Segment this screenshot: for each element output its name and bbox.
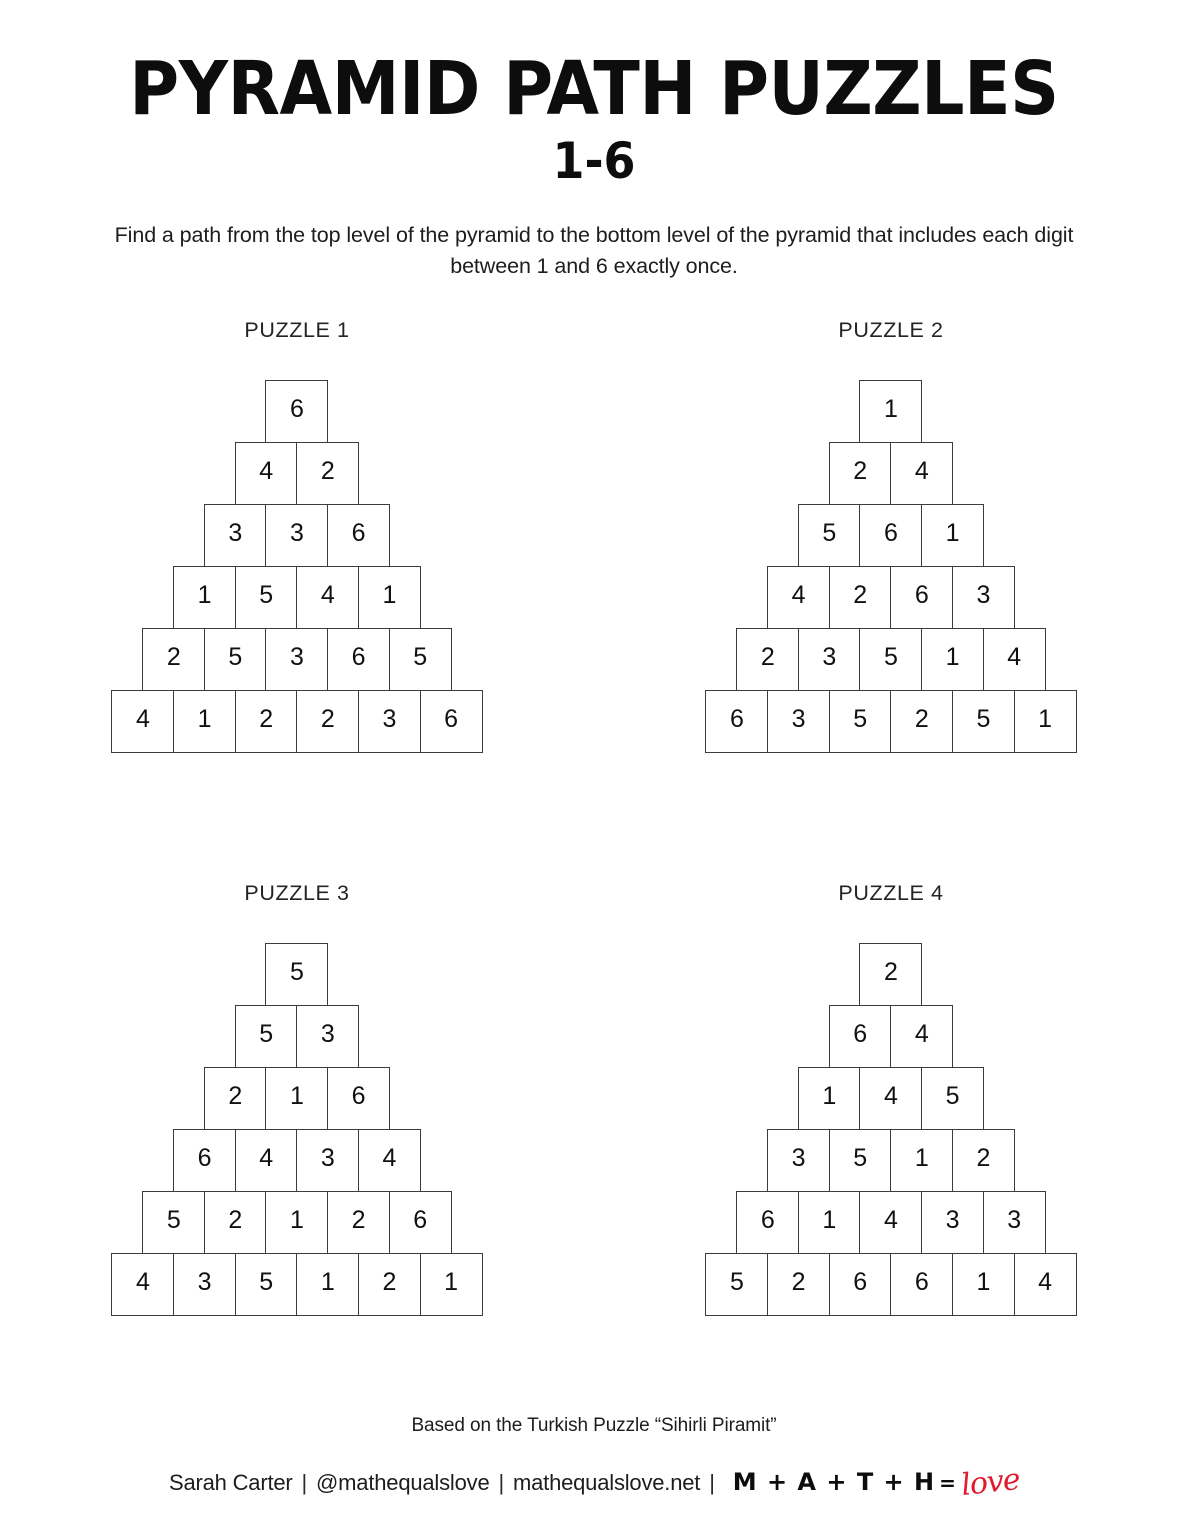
pyramid-row bbox=[736, 628, 1045, 691]
pyramid-cell[interactable]: 3 bbox=[921, 1191, 984, 1254]
pyramid-row bbox=[235, 1005, 360, 1068]
pyramid-row bbox=[798, 1067, 984, 1130]
pyramid-row bbox=[142, 628, 451, 691]
pyramid-row bbox=[829, 442, 954, 505]
pyramid-cell[interactable]: 1 bbox=[173, 690, 236, 753]
pyramid-cell[interactable]: 3 bbox=[296, 1129, 359, 1192]
pyramid-cell[interactable]: 4 bbox=[235, 442, 298, 505]
pyramid-row bbox=[829, 1005, 954, 1068]
pyramid-cell[interactable]: 3 bbox=[767, 1129, 830, 1192]
pyramid-cell[interactable]: 6 bbox=[327, 1067, 390, 1130]
pyramid-cell[interactable]: 3 bbox=[983, 1191, 1046, 1254]
pyramid-row bbox=[204, 504, 390, 567]
pyramid bbox=[705, 381, 1076, 753]
pyramid-cell[interactable]: 1 bbox=[798, 1191, 861, 1254]
footer-credit-line bbox=[0, 1462, 1188, 1503]
pyramid-cell[interactable]: 3 bbox=[173, 1253, 236, 1316]
pyramid-row bbox=[705, 1253, 1076, 1316]
pyramid-cell[interactable]: 5 bbox=[952, 690, 1015, 753]
puzzle-grid bbox=[0, 318, 1188, 1316]
pyramid-row bbox=[111, 690, 482, 753]
pyramid-cell[interactable]: 2 bbox=[296, 690, 359, 753]
pyramid-cell[interactable]: 1 bbox=[952, 1253, 1015, 1316]
pyramid-cell[interactable]: 1 bbox=[265, 1067, 328, 1130]
page-subtitle: 1-6 bbox=[552, 132, 636, 190]
pyramid-cell[interactable]: 2 bbox=[736, 628, 799, 691]
pyramid-row bbox=[235, 442, 360, 505]
puzzle-1 bbox=[0, 318, 594, 753]
pyramid-cell[interactable]: 1 bbox=[296, 1253, 359, 1316]
logo-equals-sign: = bbox=[939, 1471, 956, 1495]
footer-handle: @mathequalslove bbox=[316, 1470, 490, 1495]
pyramid-cell[interactable]: 4 bbox=[890, 1005, 953, 1068]
pyramid-row bbox=[265, 943, 328, 1006]
pyramid-row bbox=[859, 380, 922, 443]
pyramid-cell[interactable]: 1 bbox=[798, 1067, 861, 1130]
pyramid-cell[interactable]: 6 bbox=[890, 1253, 953, 1316]
footer-separator-1: | bbox=[301, 1470, 308, 1495]
pyramid-row bbox=[173, 566, 421, 629]
pyramid-cell[interactable]: 6 bbox=[327, 628, 390, 691]
pyramid-row bbox=[173, 1129, 421, 1192]
pyramid-cell[interactable]: 3 bbox=[358, 690, 421, 753]
pyramid-cell[interactable]: 6 bbox=[705, 690, 768, 753]
pyramid-cell[interactable]: 3 bbox=[767, 690, 830, 753]
pyramid-cell[interactable]: 5 bbox=[829, 1129, 892, 1192]
pyramid-cell[interactable]: 2 bbox=[358, 1253, 421, 1316]
pyramid bbox=[705, 944, 1076, 1316]
pyramid-cell[interactable]: 3 bbox=[296, 1005, 359, 1068]
pyramid-cell[interactable]: 4 bbox=[296, 566, 359, 629]
puzzle-label: PUZZLE 2 bbox=[838, 318, 944, 342]
pyramid-cell[interactable]: 2 bbox=[952, 1129, 1015, 1192]
footer-source-note: Based on the Turkish Puzzle “Sihirli Piramit” bbox=[411, 1415, 777, 1436]
pyramid-cell[interactable]: 2 bbox=[859, 943, 922, 1006]
pyramid-cell[interactable]: 3 bbox=[204, 504, 267, 567]
pyramid-cell[interactable]: 6 bbox=[859, 504, 922, 567]
pyramid-row bbox=[111, 1253, 482, 1316]
pyramid-cell[interactable]: 5 bbox=[829, 690, 892, 753]
pyramid-cell[interactable]: 3 bbox=[265, 504, 328, 567]
pyramid-cell[interactable]: 5 bbox=[859, 628, 922, 691]
pyramid-cell[interactable]: 1 bbox=[859, 380, 922, 443]
pyramid-cell[interactable]: 2 bbox=[142, 628, 205, 691]
pyramid-cell[interactable]: 4 bbox=[1014, 1253, 1077, 1316]
footer-author: Sarah Carter bbox=[168, 1470, 293, 1495]
pyramid-cell[interactable]: 5 bbox=[235, 566, 298, 629]
pyramid-row bbox=[204, 1067, 390, 1130]
pyramid-cell[interactable]: 4 bbox=[983, 628, 1046, 691]
pyramid-cell[interactable]: 2 bbox=[829, 442, 892, 505]
pyramid-cell[interactable]: 1 bbox=[890, 1129, 953, 1192]
pyramid-cell[interactable]: 5 bbox=[265, 943, 328, 1006]
pyramid-cell[interactable]: 6 bbox=[736, 1191, 799, 1254]
puzzle-2 bbox=[594, 318, 1188, 753]
pyramid-row bbox=[798, 504, 984, 567]
pyramid-cell[interactable]: 5 bbox=[798, 504, 861, 567]
pyramid bbox=[111, 944, 482, 1316]
pyramid-cell[interactable]: 1 bbox=[1014, 690, 1077, 753]
pyramid-cell[interactable]: 4 bbox=[235, 1129, 298, 1192]
pyramid-cell[interactable]: 2 bbox=[204, 1067, 267, 1130]
pyramid-row bbox=[736, 1191, 1045, 1254]
pyramid-cell[interactable]: 5 bbox=[921, 1067, 984, 1130]
pyramid bbox=[111, 381, 482, 753]
puzzle-label: PUZZLE 3 bbox=[244, 881, 350, 905]
pyramid-cell[interactable]: 6 bbox=[389, 1191, 452, 1254]
pyramid-row bbox=[767, 1129, 1015, 1192]
pyramid-cell[interactable]: 2 bbox=[327, 1191, 390, 1254]
footer-separator-2: | bbox=[498, 1470, 504, 1495]
pyramid-cell[interactable]: 2 bbox=[829, 566, 892, 629]
pyramid-row bbox=[859, 943, 922, 1006]
pyramid-cell[interactable]: 2 bbox=[235, 690, 298, 753]
pyramid-cell[interactable]: 1 bbox=[265, 1191, 328, 1254]
pyramid-cell[interactable]: 2 bbox=[296, 442, 359, 505]
logo-love-script: love bbox=[959, 1462, 1021, 1503]
pyramid-cell[interactable]: 3 bbox=[952, 566, 1015, 629]
pyramid-cell[interactable]: 3 bbox=[265, 628, 328, 691]
pyramid-cell[interactable]: 5 bbox=[235, 1253, 298, 1316]
pyramid-cell[interactable]: 5 bbox=[235, 1005, 298, 1068]
logo-math-text: M + A + T + H bbox=[732, 1468, 936, 1496]
pyramid-cell[interactable]: 5 bbox=[389, 628, 452, 691]
puzzle-4 bbox=[594, 881, 1188, 1316]
pyramid-cell[interactable]: 1 bbox=[921, 628, 984, 691]
page-title: PYRAMID PATH PUZZLES bbox=[129, 46, 1059, 132]
pyramid-cell[interactable]: 6 bbox=[173, 1129, 236, 1192]
pyramid-cell[interactable]: 4 bbox=[111, 690, 174, 753]
pyramid-cell[interactable]: 4 bbox=[111, 1253, 174, 1316]
pyramid-cell[interactable]: 2 bbox=[890, 690, 953, 753]
puzzle-label: PUZZLE 4 bbox=[838, 881, 944, 905]
pyramid-cell[interactable]: 2 bbox=[204, 1191, 267, 1254]
puzzle-label: PUZZLE 1 bbox=[244, 318, 350, 342]
pyramid-row bbox=[265, 380, 328, 443]
pyramid-cell[interactable]: 6 bbox=[420, 690, 483, 753]
footer bbox=[0, 1415, 1188, 1503]
puzzle-3 bbox=[0, 881, 594, 1316]
pyramid-cell[interactable]: 6 bbox=[265, 380, 328, 443]
footer-separator-3: | bbox=[709, 1470, 715, 1495]
pyramid-cell[interactable]: 4 bbox=[890, 442, 953, 505]
pyramid-row bbox=[142, 1191, 451, 1254]
pyramid-cell[interactable]: 4 bbox=[859, 1067, 922, 1130]
pyramid-cell[interactable]: 4 bbox=[358, 1129, 421, 1192]
pyramid-cell[interactable]: 6 bbox=[327, 504, 390, 567]
pyramid-cell[interactable]: 4 bbox=[767, 566, 830, 629]
pyramid-cell[interactable]: 6 bbox=[890, 566, 953, 629]
pyramid-cell[interactable]: 5 bbox=[142, 1191, 205, 1254]
pyramid-cell[interactable]: 1 bbox=[358, 566, 421, 629]
pyramid-cell[interactable]: 1 bbox=[420, 1253, 483, 1316]
pyramid-row bbox=[767, 566, 1015, 629]
footer-website: mathequalslove.net bbox=[513, 1470, 701, 1495]
pyramid-cell[interactable]: 4 bbox=[859, 1191, 922, 1254]
pyramid-cell[interactable]: 5 bbox=[204, 628, 267, 691]
pyramid-cell[interactable]: 5 bbox=[705, 1253, 768, 1316]
pyramid-cell[interactable]: 2 bbox=[767, 1253, 830, 1316]
pyramid-cell[interactable]: 6 bbox=[829, 1253, 892, 1316]
pyramid-row bbox=[705, 690, 1076, 753]
pyramid-cell[interactable]: 3 bbox=[798, 628, 861, 691]
pyramid-cell[interactable]: 6 bbox=[829, 1005, 892, 1068]
pyramid-cell[interactable]: 1 bbox=[173, 566, 236, 629]
pyramid-cell[interactable]: 1 bbox=[921, 504, 984, 567]
instructions-text: Find a path from the top level of the pyramid to the bottom level of the pyramid that includes each digit between 1 and 6 exactly once. bbox=[114, 223, 1074, 278]
math-equals-love-logo bbox=[732, 1462, 1021, 1503]
